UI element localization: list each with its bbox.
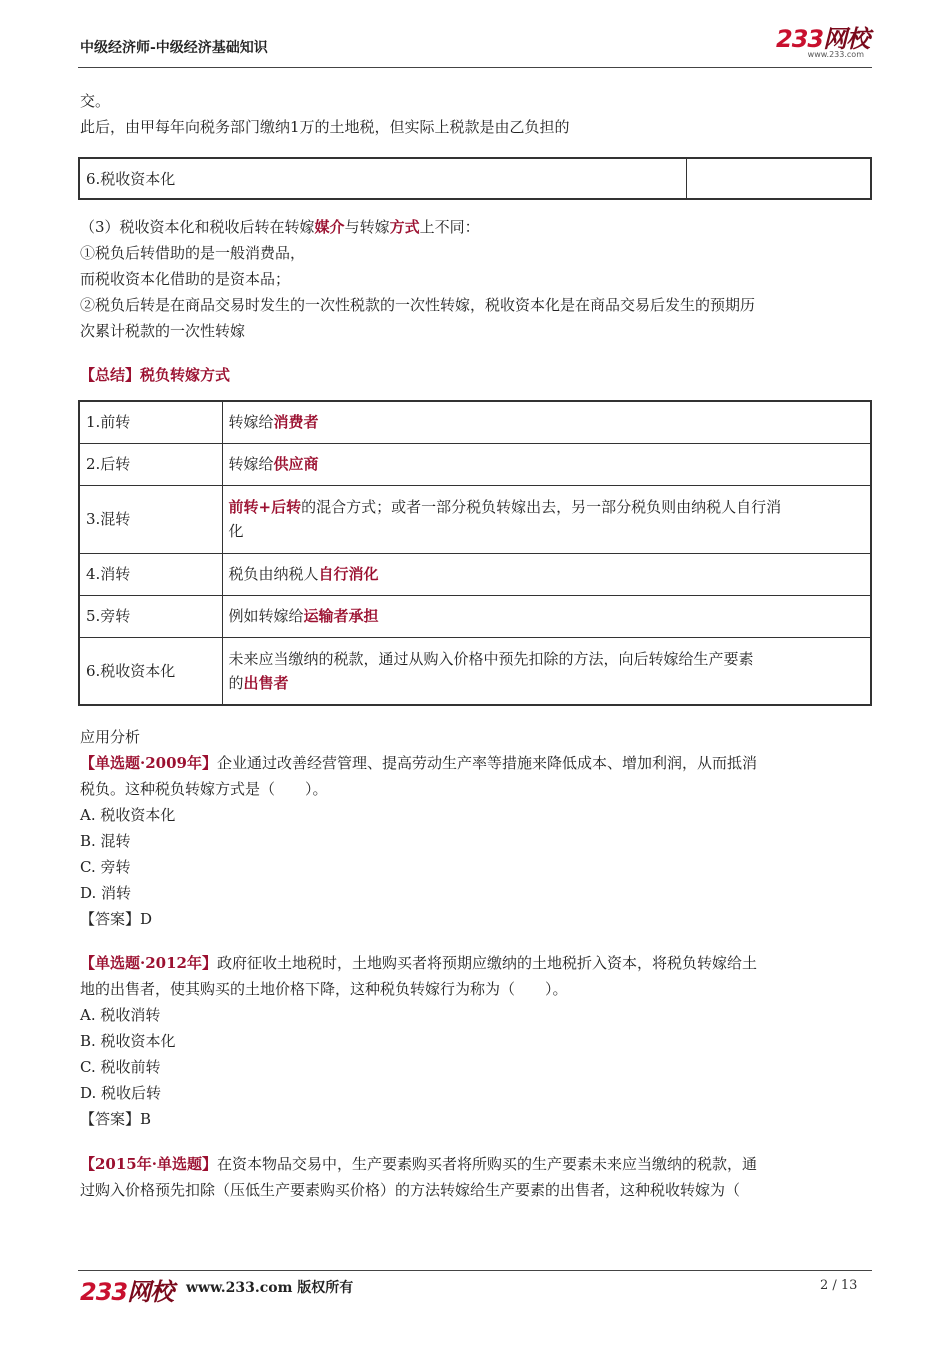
row-label: 4.消转 (79, 553, 222, 595)
q1-option-b: B. 混转 (80, 832, 131, 850)
q1-option-a: A. 税收资本化 (80, 806, 176, 824)
intro-line-1: 交。 (80, 92, 111, 110)
row-desc: 未来应当缴纳的税款，通过从购入价格中预先扣除的方法，向后转嫁给生产要素 的出售者 (222, 637, 871, 705)
table-row (79, 485, 871, 553)
page-header-title: 中级经济师-中级经济基础知识 (80, 40, 268, 56)
table-row (79, 595, 871, 637)
footer-divider (78, 1270, 872, 1271)
q2-option-b: B. 税收资本化 (80, 1032, 176, 1050)
table-row (79, 401, 871, 443)
explain-line-3: 而税收资本化借助的是资本品； (80, 270, 291, 288)
explain-line-4: ②税负后转是在商品交易时发生的一次性税款的一次性转嫁，税收资本化是在商品交易后发生的预期历 (80, 296, 756, 314)
summary-heading: 【总结】税负转嫁方式 (80, 366, 231, 384)
logo-url: www.233.com (807, 50, 864, 59)
q1-stem-line-2: 税负。这种税负转嫁方式是（ ）。 (80, 780, 328, 798)
row-desc: 转嫁给消费者 (222, 401, 871, 443)
q1-answer: 【答案】D (80, 910, 153, 928)
table-row (79, 158, 871, 199)
row-desc: 例如转嫁给运输者承担 (222, 595, 871, 637)
row-label: 3.混转 (79, 485, 222, 553)
q2-answer: 【答案】B (80, 1110, 152, 1128)
q2-option-c: C. 税收前转 (80, 1058, 161, 1076)
logo-text: 网校 (823, 25, 870, 53)
table-cell-label: 6.税收资本化 (79, 158, 686, 199)
row-desc: 前转+后转的混合方式；或者一部分税负转嫁出去，另一部分税负则由纳税人自行消 化 (222, 485, 871, 553)
q2-option-a: A. 税收消转 (80, 1006, 161, 1024)
q1-stem-line-1: 【单选题·2009年】企业通过改善经营管理、提高劳动生产率等措施来降低成本、增加利润，从而抵消 (80, 754, 757, 772)
header-divider (78, 67, 872, 68)
brand-logo[interactable] (776, 26, 872, 66)
footer-logo[interactable] (80, 1272, 173, 1307)
table-cell-empty (686, 158, 871, 199)
explain-line-1: （3）税收资本化和税收后转在转嫁媒介与转嫁方式上不同： (80, 218, 480, 236)
row-label: 2.后转 (79, 443, 222, 485)
table-row (79, 637, 871, 705)
intro-line-2: 此后，由甲每年向税务部门缴纳1万的土地税，但实际上税款是由乙负担的 (80, 118, 570, 136)
row-desc: 税负由纳税人自行消化 (222, 553, 871, 595)
row-desc: 转嫁给供应商 (222, 443, 871, 485)
q1-option-c: C. 旁转 (80, 858, 131, 876)
table-row (79, 443, 871, 485)
q2-option-d: D. 税收后转 (80, 1084, 162, 1102)
q2-stem-line-1: 【单选题·2012年】政府征收土地税时，土地购买者将预期应缴纳的土地税折入资本，将税负转嫁给土 (80, 954, 757, 972)
footer-logo-number: 233 (80, 1278, 128, 1306)
explain-line-2: ①税负后转借助的是一般消费品， (80, 244, 306, 262)
logo-number: 233 (776, 25, 824, 53)
footer-logo-text: 网校 (127, 1278, 174, 1306)
footer-copyright: www.233.com 版权所有 (186, 1280, 354, 1296)
row-label: 6.税收资本化 (79, 637, 222, 705)
row-label: 1.前转 (79, 401, 222, 443)
capitalization-table (78, 157, 872, 200)
page-number: 2 / 13 (820, 1278, 858, 1293)
explain-line-5: 次累计税款的一次性转嫁 (80, 322, 246, 340)
q2-stem-line-2: 地的出售者，使其购买的土地价格下降，这种税负转嫁行为称为（ ）。 (80, 980, 568, 998)
summary-table (78, 400, 872, 706)
q3-stem-line-1: 【2015年·单选题】在资本物品交易中，生产要素购买者将所购买的生产要素未来应当缴纳的税款，通 (80, 1155, 757, 1173)
table-row (79, 553, 871, 595)
analysis-label: 应用分析 (80, 728, 141, 746)
row-label: 5.旁转 (79, 595, 222, 637)
q3-stem-line-2: 过购入价格预先扣除（压低生产要素购买价格）的方法转嫁给生产要素的出售者，这种税收转嫁为（ (80, 1181, 741, 1199)
q1-option-d: D. 消转 (80, 884, 132, 902)
